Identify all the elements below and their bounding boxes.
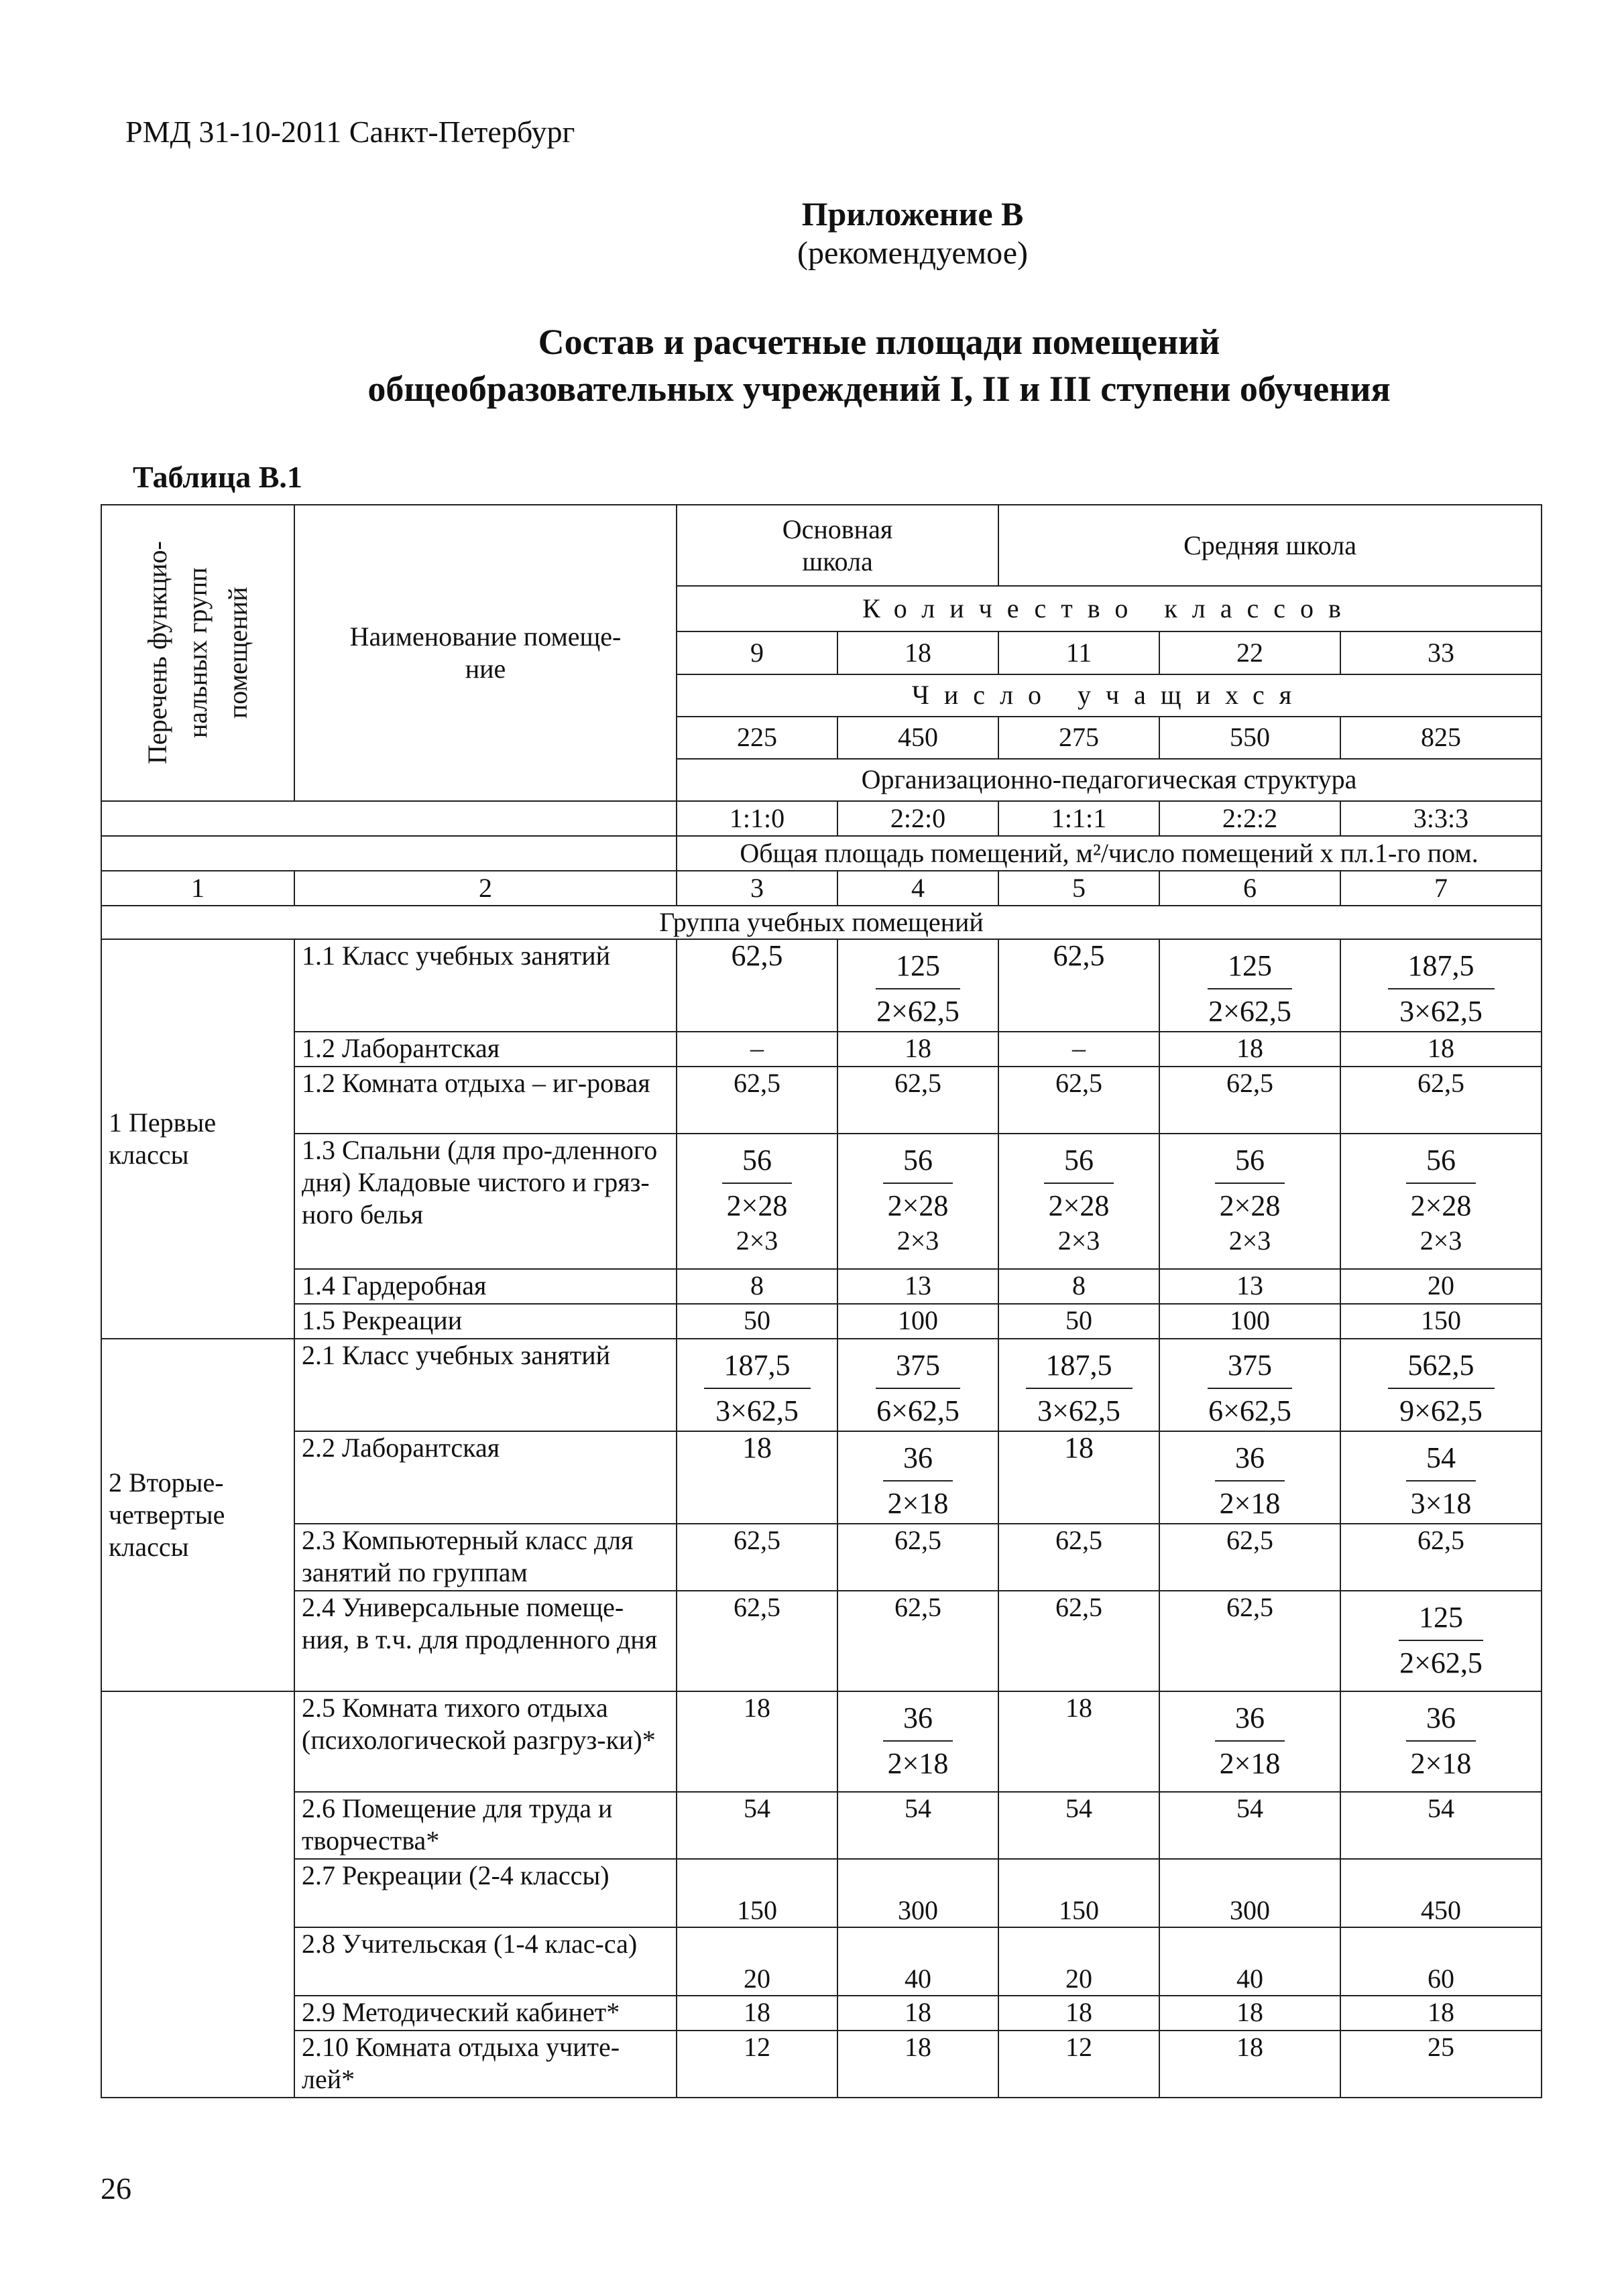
area-value: 62,5 <box>837 1524 998 1591</box>
area-value: 18 <box>677 1431 837 1524</box>
area-value: 300 <box>837 1859 998 1927</box>
area-value: 18 <box>1159 2031 1340 2098</box>
area-fraction: 56 2×28 2×3 <box>720 1140 795 1256</box>
area-fraction: $\frac{187,5}{3\times 62,5}$ <box>1388 945 1495 1031</box>
document-title-line1: Состав и расчетные площади помещений <box>538 322 1220 362</box>
area-fraction: $\frac{375}{6\times 62,5}$ <box>1202 1345 1298 1431</box>
room-name: 1.2 Комната отдыха – иг-ровая <box>294 1067 677 1134</box>
structure-value: 2:2:0 <box>837 801 998 836</box>
room-name: 2.3 Компьютерный класс для занятий по группам <box>294 1524 677 1591</box>
column-number: 3 <box>677 871 837 906</box>
area-fraction: $\frac{36}{2\times 18}$ <box>881 1437 955 1523</box>
document-header: РМД 31-10-2011 Санкт-Петербург <box>125 115 575 149</box>
area-fraction: 56 2×28 2×3 <box>1213 1140 1287 1256</box>
area-value: 300 <box>1159 1859 1340 1927</box>
area-value: 62,5 <box>677 1591 837 1691</box>
area-fraction: $\frac{36}{2\times 18}$ <box>1213 1697 1287 1783</box>
area-value: – <box>998 1032 1159 1067</box>
area-value: 20 <box>677 1927 837 1996</box>
areas-table <box>101 504 1542 2098</box>
area-value: 450 <box>1340 1859 1542 1927</box>
column-number: 7 <box>1340 871 1542 906</box>
classes-value: 22 <box>1159 631 1340 674</box>
area-fraction: $\frac{125}{2\times 62,5}$ <box>1393 1597 1489 1683</box>
area-value: 100 <box>837 1304 998 1339</box>
area-value: 54 <box>1159 1792 1340 1859</box>
area-fraction: $\frac{187,5}{3\times 62,5}$ <box>1026 1345 1133 1431</box>
structure-value: 2:2:2 <box>1159 801 1340 836</box>
area-value: – <box>677 1032 837 1067</box>
area-value: 13 <box>1159 1269 1340 1304</box>
column-number: 6 <box>1159 871 1340 906</box>
room-name: 1.3 Спальни (для про-дленного дня) Кладовые чистого и гряз-ного белья <box>294 1134 677 1269</box>
classes-value: 9 <box>677 631 837 674</box>
area-value: 20 <box>1340 1269 1542 1304</box>
room-name: 1.4 Гардеробная <box>294 1269 677 1304</box>
area-fraction: $\frac{36}{2\times 18}$ <box>881 1697 955 1783</box>
area-fraction: $\frac{375}{6\times 62,5}$ <box>870 1345 966 1431</box>
group1-name: 1 Первые классы <box>101 939 294 1339</box>
room-name: 2.4 Универсальные помеще-ния, в т.ч. для продленного дня <box>294 1591 677 1691</box>
area-value: 18 <box>837 1032 998 1067</box>
area-value: 18 <box>1159 1996 1340 2031</box>
classes-value: 11 <box>998 631 1159 674</box>
appendix-subtitle: (рекомендуемое) <box>797 235 1028 271</box>
room-name: 1.1 Класс учебных занятий <box>294 939 677 1032</box>
area-value: 62,5 <box>677 939 837 1032</box>
area-fraction: 56 2×28 2×3 <box>881 1140 955 1256</box>
header-area-units: Общая площадь помещений, м²/число помещений х пл.1-го пом. <box>677 836 1542 871</box>
area-value: 8 <box>998 1269 1159 1304</box>
column-number: 5 <box>998 871 1159 906</box>
header-structure: Организационно-педагогическая структура <box>677 759 1542 801</box>
classes-value: 18 <box>837 631 998 674</box>
area-fraction: $\frac{125}{2\times 62,5}$ <box>1202 945 1298 1031</box>
area-value: 54 <box>837 1792 998 1859</box>
area-value: 62,5 <box>837 1591 998 1691</box>
header-room-name: Наименование помеще-ние <box>294 505 677 801</box>
classes-value: 33 <box>1340 631 1542 674</box>
area-value: 18 <box>1340 1996 1542 2031</box>
area-value: 18 <box>837 2031 998 2098</box>
structure-value: 1:1:1 <box>998 801 1159 836</box>
area-value: 25 <box>1340 2031 1542 2098</box>
header-middle-school: Средняя школа <box>998 505 1542 586</box>
area-value: 62,5 <box>998 1067 1159 1134</box>
area-value: 20 <box>998 1927 1159 1996</box>
area-fraction: $\frac{562,5}{9\times 62,5}$ <box>1388 1345 1495 1431</box>
area-value: 54 <box>1340 1792 1542 1859</box>
header-classes-count: Количество классов <box>677 586 1542 631</box>
area-value: 40 <box>1159 1927 1340 1996</box>
area-value: 62,5 <box>998 1591 1159 1691</box>
structure-value: 3:3:3 <box>1340 801 1542 836</box>
room-name: 2.7 Рекреации (2-4 классы) <box>294 1859 677 1927</box>
area-fraction: 56 2×28 2×3 <box>1404 1140 1478 1256</box>
area-value: 62,5 <box>1340 1524 1542 1591</box>
room-name: 2.1 Класс учебных занятий <box>294 1339 677 1431</box>
area-value: 50 <box>998 1304 1159 1339</box>
area-fraction: $\frac{36}{2\times 18}$ <box>1404 1697 1478 1783</box>
area-value: 62,5 <box>1159 1591 1340 1691</box>
area-value: 18 <box>677 1691 837 1792</box>
area-value: 18 <box>677 1996 837 2031</box>
area-fraction: $\frac{36}{2\times 18}$ <box>1213 1437 1287 1523</box>
area-value: 18 <box>998 1431 1159 1524</box>
column-number: 4 <box>837 871 998 906</box>
area-value: 12 <box>677 2031 837 2098</box>
area-value: 150 <box>998 1859 1159 1927</box>
structure-value: 1:1:0 <box>677 801 837 836</box>
group-title: Группа учебных помещений <box>101 906 1542 939</box>
area-value: 18 <box>998 1691 1159 1792</box>
students-value: 450 <box>837 717 998 759</box>
header-functional-groups: Перечень функцио-нальных групп помещений <box>101 505 294 801</box>
room-name: 1.2 Лаборантская <box>294 1032 677 1067</box>
area-value: 62,5 <box>998 939 1159 1032</box>
area-value: 8 <box>677 1269 837 1304</box>
area-fraction: $\frac{187,5}{3\times 62,5}$ <box>704 1345 811 1431</box>
students-value: 275 <box>998 717 1159 759</box>
area-value: 150 <box>1340 1304 1542 1339</box>
students-value: 825 <box>1340 717 1542 759</box>
room-name: 2.9 Методический кабинет* <box>294 1996 677 2031</box>
room-name: 2.6 Помещение для труда и творчества* <box>294 1792 677 1859</box>
column-number: 1 <box>101 871 294 906</box>
document-title <box>67 318 1624 412</box>
area-value: 18 <box>837 1996 998 2031</box>
area-fraction: $\frac{54}{3\times 18}$ <box>1404 1437 1478 1523</box>
area-value: 40 <box>837 1927 998 1996</box>
area-value: 54 <box>998 1792 1159 1859</box>
area-value: 150 <box>677 1859 837 1927</box>
room-name: 2.5 Комната тихого отдыха (психологической разгруз-ки)* <box>294 1691 677 1792</box>
room-name: 2.8 Учительская (1-4 клас-са) <box>294 1927 677 1996</box>
appendix-title: Приложение В <box>801 195 1024 233</box>
area-value: 62,5 <box>1159 1067 1340 1134</box>
room-name: 1.5 Рекреации <box>294 1304 677 1339</box>
group2-name: 2 Вторые-четвертые классы <box>101 1339 294 1691</box>
area-fraction: $\frac{125}{2\times 62,5}$ <box>870 945 966 1031</box>
students-value: 550 <box>1159 717 1340 759</box>
room-name: 2.2 Лаборантская <box>294 1431 677 1524</box>
page-number: 26 <box>101 2171 131 2206</box>
area-value: 60 <box>1340 1927 1542 1996</box>
area-value: 50 <box>677 1304 837 1339</box>
area-value: 62,5 <box>677 1524 837 1591</box>
area-value: 62,5 <box>677 1067 837 1134</box>
area-value: 62,5 <box>1340 1067 1542 1134</box>
area-value: 13 <box>837 1269 998 1304</box>
area-value: 62,5 <box>998 1524 1159 1591</box>
area-value: 54 <box>677 1792 837 1859</box>
document-title-line2: общеобразовательных учреждений I, II и III ступени обучения <box>367 369 1391 409</box>
header-students-count: Число учащихся <box>677 674 1542 717</box>
area-value: 62,5 <box>1159 1524 1340 1591</box>
group3-name-empty <box>101 1691 294 2098</box>
area-value: 18 <box>1159 1032 1340 1067</box>
area-value: 12 <box>998 2031 1159 2098</box>
area-value: 100 <box>1159 1304 1340 1339</box>
area-value: 18 <box>1340 1032 1542 1067</box>
room-name: 2.10 Комната отдыха учите-лей* <box>294 2031 677 2098</box>
area-fraction: 56 2×28 2×3 <box>1042 1140 1116 1256</box>
area-value: 62,5 <box>837 1067 998 1134</box>
area-value: 18 <box>998 1996 1159 2031</box>
column-number: 2 <box>294 871 677 906</box>
students-value: 225 <box>677 717 837 759</box>
table-label: Таблица В.1 <box>133 460 302 494</box>
header-basic-school: Основная школа <box>677 505 998 586</box>
